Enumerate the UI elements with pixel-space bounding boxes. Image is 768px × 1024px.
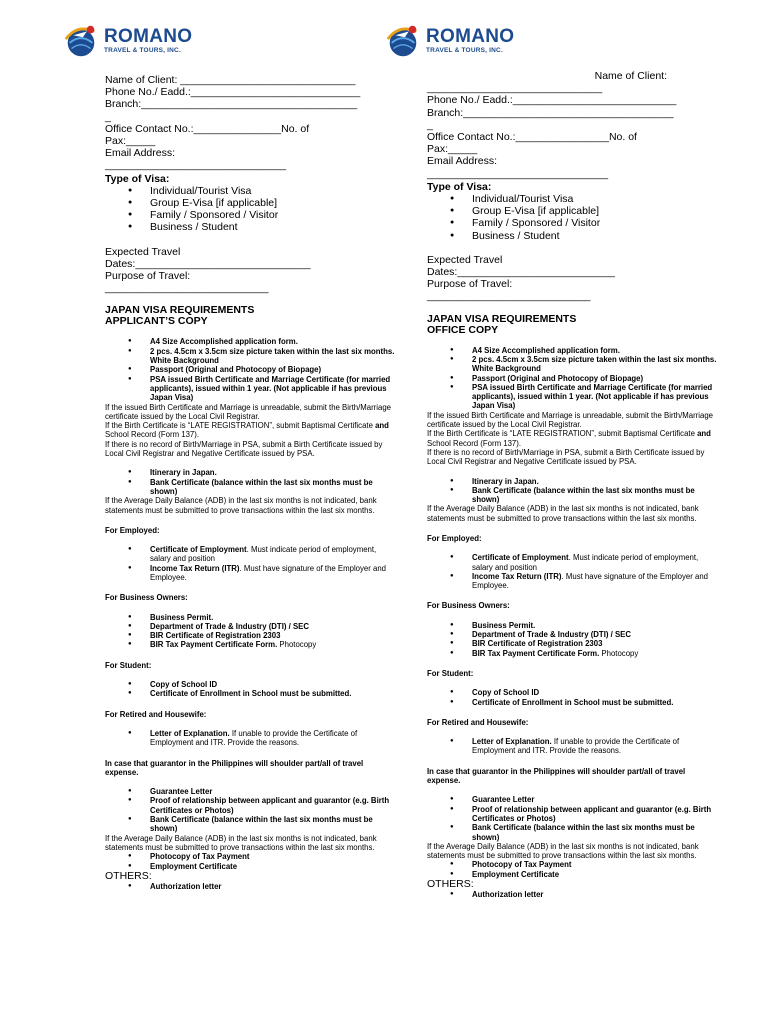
brand-subtitle: TRAVEL & TOURS, INC. (426, 47, 503, 55)
globe-plane-icon (62, 22, 100, 60)
branch-field[interactable]: Branch:____________________________________ (427, 106, 674, 119)
visa-type-item: ● Group E-Visa [if applicable] (427, 205, 717, 217)
client-name-field[interactable]: Name of Client: ______________________________ (105, 74, 356, 86)
brand-subtitle: TRAVEL & TOURS, INC. (104, 47, 181, 55)
visa-type-item: ● Individual/Tourist Visa (427, 193, 717, 205)
req-item: ● Business Permit. (105, 613, 395, 622)
requirements-heading: JAPAN VISA REQUIREMENTS (105, 304, 255, 317)
req-item: ● Letter of Explanation. If unable to provide the Certificate of Employment and ITR. Provide the reasons. (105, 729, 395, 748)
requirements-body (105, 337, 395, 891)
branch-field-tail: _ (427, 118, 433, 131)
section-title: For Business Owners: (427, 601, 510, 611)
req-item: ● Certificate of Enrollment in School must be submitted. (427, 698, 717, 707)
others-title: OTHERS: (105, 869, 152, 882)
others-title: OTHERS: (427, 878, 474, 891)
requirements-heading: JAPAN VISA REQUIREMENTS (427, 312, 577, 325)
req-item: ● Proof of relationship between applicant and guarantor (e.g. Birth Certificates or Photos) (105, 796, 395, 815)
req-item: ● Proof of relationship between applicant and guarantor (e.g. Birth Certificates or Photos) (427, 805, 717, 824)
requirements-title (105, 305, 395, 327)
req-item: ● Certificate of Employment. Must indicate period of employment, salary and position (427, 553, 717, 572)
email-field[interactable]: _______________________________ (427, 167, 609, 180)
phone-field[interactable]: Phone No./ Eadd.:_____________________________ (105, 86, 361, 99)
req-item: ● A4 Size Accomplished application form. (427, 346, 717, 355)
company-logo (62, 20, 395, 62)
branch-field-tail: _ (105, 110, 111, 123)
client-name-field[interactable]: ______________________________ (427, 82, 603, 95)
client-name-label: Name of Client: (594, 70, 667, 82)
travel-label: Expected Travel (427, 253, 503, 266)
req-item: ● Passport (Original and Photocopy of Biopage) (427, 374, 717, 383)
adb-note: If the Average Daily Balance (ADB) in the last six months is not indicated, bank statements must be submitted to prove transactions within the last six months. (427, 841, 699, 861)
req-item: ● Guarantee Letter (427, 795, 717, 804)
client-form (105, 74, 395, 294)
req-item: ● 2 pcs. 4.5cm x 3.5cm size picture taken within the last six months. White Background (105, 347, 395, 366)
visa-type-title: Type of Visa: (105, 172, 170, 185)
brand-name: ROMANO (104, 26, 193, 48)
visa-type-list (427, 193, 717, 242)
req-item: ● Department of Trade & Industry (DTI) / SEC (105, 622, 395, 631)
req-item: ● Guarantee Letter (105, 787, 395, 796)
section-title: For Student: (427, 668, 474, 678)
copy-type-heading: OFFICE COPY (427, 323, 499, 336)
req-item: ● Income Tax Return (ITR). Must have signature of the Employer and Employee. (427, 572, 717, 591)
birth-note: If the issued Birth Certificate and Marriage is unreadable, submit the Birth/Marriage certificate issued by the Local Civil Registrar. (427, 410, 714, 430)
visa-type-item: ● Group E-Visa [if applicable] (105, 197, 395, 209)
req-item: ● Authorization letter (105, 882, 395, 891)
requirements-body (427, 346, 717, 900)
req-item: ● Bank Certificate (balance within the last six months must be shown) (105, 815, 395, 834)
visa-type-item: ● Family / Sponsored / Visitor (105, 209, 395, 221)
birth-note: If there is no record of Birth/Marriage in PSA, submit a Birth Certificate issued by Local Civil Registrar and Negative Certificate issued by PSA. (427, 447, 705, 467)
req-item: ● BIR Certificate of Registration 2303 (105, 631, 395, 640)
section-title: For Employed: (427, 534, 482, 543)
req-item: ● Photocopy of Tax Payment (427, 860, 717, 869)
office-contact-field[interactable]: Office Contact No.:________________No. of (427, 131, 637, 144)
req-item: ● Certificate of Enrollment in School must be submitted. (105, 689, 395, 698)
adb-note: If the Average Daily Balance (ADB) in the last six months is not indicated, bank statements must be submitted to prove transactions within the last six months. (105, 496, 377, 515)
purpose-label: Purpose of Travel: (105, 270, 191, 283)
req-item: ● BIR Certificate of Registration 2303 (427, 639, 717, 648)
section-title: For Business Owners: (105, 593, 188, 603)
company-logo (384, 20, 717, 62)
pax-field[interactable]: Pax:_____ (427, 143, 478, 156)
visa-type-item: ● Business / Student (105, 221, 395, 233)
purpose-label: Purpose of Travel: (427, 278, 513, 291)
travel-dates-field[interactable]: Dates:___________________________ (427, 266, 616, 279)
purpose-field[interactable]: ____________________________ (427, 290, 591, 303)
requirements-title (427, 314, 717, 336)
req-item: ● Certificate of Employment. Must indicate period of employment, salary and position (105, 545, 395, 564)
visa-type-item: ● Family / Sponsored / Visitor (427, 217, 717, 229)
req-item: ● Employment Certificate (105, 862, 395, 871)
adb-note: If the Average Daily Balance (ADB) in the last six months is not indicated, bank statements must be submitted to prove transactions within the last six months. (105, 833, 377, 852)
req-item: ● Bank Certificate (balance within the last six months must be shown) (105, 478, 395, 497)
req-item: ● Passport (Original and Photocopy of Biopage) (105, 365, 395, 374)
pax-field[interactable]: Pax:_____ (105, 135, 156, 148)
req-item: ● 2 pcs. 4.5cm x 3.5cm size picture taken within the last six months. White Background (427, 355, 717, 374)
brand-name: ROMANO (426, 26, 515, 48)
req-item: ● PSA issued Birth Certificate and Marriage Certificate (for married applicants), issued within 1 year. (Not applicable if has previous Japan Visa) (427, 383, 717, 411)
req-item: ● Business Permit. (427, 621, 717, 630)
req-item: ● BIR Tax Payment Certificate Form. Photocopy (427, 649, 717, 658)
req-item: ● Copy of School ID (427, 688, 717, 697)
applicant-copy (105, 20, 395, 891)
req-item: ● Employment Certificate (427, 870, 717, 879)
travel-dates-field[interactable]: Dates:______________________________ (105, 257, 311, 270)
section-title: In case that guarantor in the Philippines will shoulder part/all of travel expense. (427, 766, 686, 786)
req-item: ● Itinerary in Japan. (427, 477, 717, 486)
visa-type-list (105, 185, 395, 234)
birth-note: If the Birth Certificate is “LATE REGISTRATION”, submit Baptismal Certificate and School Record (Form 137). (427, 429, 711, 448)
client-form (427, 70, 717, 303)
globe-plane-icon (384, 22, 422, 60)
req-item: ● Letter of Explanation. If unable to provide the Certificate of Employment and ITR. Provide the reasons. (427, 737, 717, 756)
req-item: ● PSA issued Birth Certificate and Marriage Certificate (for married applicants), issued within 1 year. (Not applicable if has previous Japan Visa) (105, 375, 395, 403)
email-label: Email Address: (105, 147, 176, 160)
office-contact-field[interactable]: Office Contact No.:_______________No. of (105, 122, 310, 135)
req-item: ● Authorization letter (427, 890, 717, 899)
visa-type-title: Type of Visa: (427, 180, 492, 193)
req-item: ● BIR Tax Payment Certificate Form. Photocopy (105, 640, 395, 649)
adb-note: If the Average Daily Balance (ADB) in the last six months is not indicated, bank statements must be submitted to prove transactions within the last six months. (427, 504, 699, 523)
req-item: ● Department of Trade & Industry (DTI) / SEC (427, 630, 717, 639)
visa-type-item: ● Individual/Tourist Visa (105, 185, 395, 197)
birth-note: If there is no record of Birth/Marriage in PSA, submit a Birth Certificate issued by Local Civil Registrar and Negative Certificate issued by PSA. (105, 439, 383, 459)
req-item: ● Bank Certificate (balance within the last six months must be shown) (427, 486, 717, 505)
req-item: ● Income Tax Return (ITR). Must have signature of the Employer and Employee. (105, 564, 395, 583)
email-field[interactable]: _______________________________ (105, 159, 287, 172)
req-item: ● Itinerary in Japan. (105, 468, 395, 477)
section-title: For Employed: (105, 525, 160, 535)
phone-field[interactable]: Phone No./ Eadd.:____________________________ (427, 94, 677, 107)
section-title: For Student: (105, 660, 152, 670)
visa-type-item: ● Business / Student (427, 230, 717, 242)
req-item: ● A4 Size Accomplished application form. (105, 337, 395, 346)
email-label: Email Address: (427, 155, 498, 168)
section-title: In case that guarantor in the Philippines will shoulder part/all of travel expense. (105, 758, 364, 777)
birth-note: If the issued Birth Certificate and Marriage is unreadable, submit the Birth/Marriage certificate issued by the Local Civil Registrar. (105, 402, 392, 421)
copy-type-heading: APPLICANT’S COPY (105, 315, 208, 328)
req-item: ● Copy of School ID (105, 680, 395, 689)
req-item: ● Bank Certificate (balance within the last six months must be shown) (427, 823, 717, 842)
birth-note: If the Birth Certificate is “LATE REGISTRATION”, submit Baptismal Certificate and School Record (Form 137). (105, 421, 389, 440)
section-title: For Retired and Housewife: (105, 709, 207, 719)
branch-field[interactable]: Branch:_____________________________________ (105, 98, 358, 111)
purpose-field[interactable]: ____________________________ (105, 282, 269, 295)
travel-label: Expected Travel (105, 245, 181, 258)
section-title: For Retired and Housewife: (427, 717, 529, 727)
req-item: ● Photocopy of Tax Payment (105, 852, 395, 861)
office-copy (427, 20, 717, 899)
